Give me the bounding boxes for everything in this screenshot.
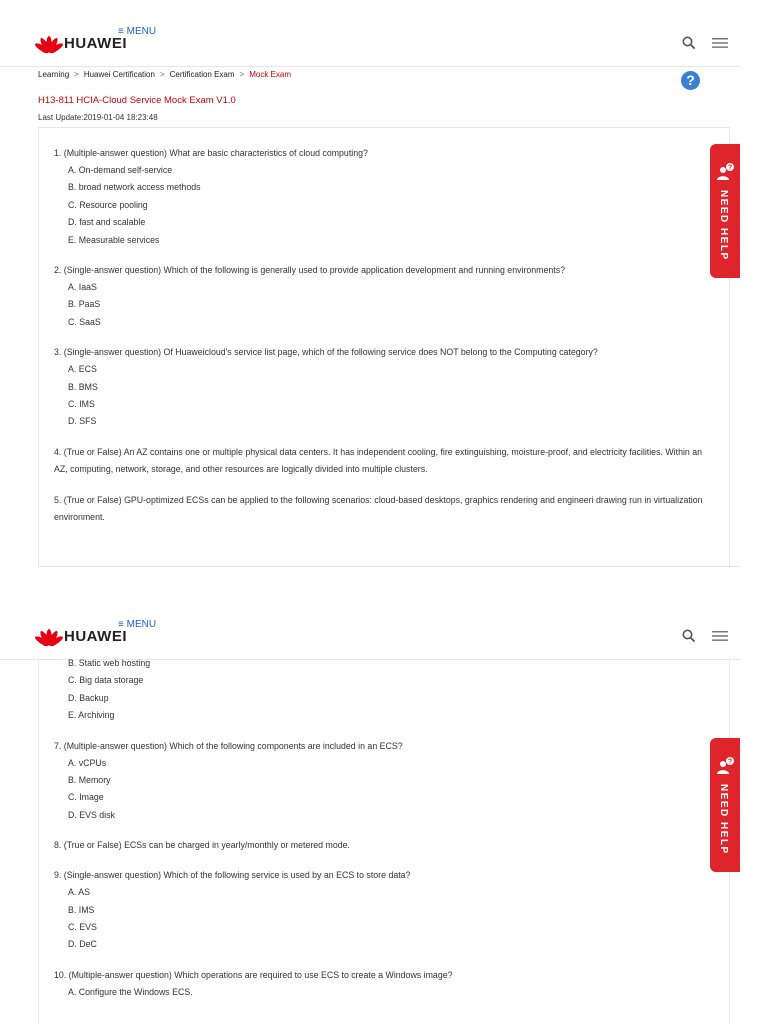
page-capture-2 bbox=[0, 597, 768, 1024]
question-stem: 7. (Multiple-answer question) Which of the following components are included in an ECS? bbox=[54, 740, 403, 751]
question-4 bbox=[54, 444, 704, 479]
huawei-logo[interactable] bbox=[38, 627, 127, 645]
hamburger-icon[interactable] bbox=[712, 37, 728, 49]
need-help-label: NEED HELP bbox=[718, 784, 729, 855]
menu-button[interactable] bbox=[118, 26, 156, 37]
chevron-right-icon: > bbox=[159, 70, 165, 79]
search-icon[interactable] bbox=[682, 36, 696, 50]
question-list bbox=[54, 655, 704, 1014]
question-9 bbox=[54, 867, 704, 954]
question-stem: 1. (Multiple-answer question) What are basic characteristics of cloud computing? bbox=[54, 148, 368, 158]
exam-title: H13-811 HCIA-Cloud Service Mock Exam V1.0 bbox=[38, 95, 236, 106]
brand-name: HUAWEI bbox=[64, 627, 127, 645]
answer-option[interactable]: A. vCPUs bbox=[68, 757, 107, 768]
question-stem: 5. (True or False) GPU-optimized ECSs can be applied to the following scenarios: cloud-based desktops, graphics rendering and engineeri drawing run in virtualization environment. bbox=[54, 494, 703, 523]
answer-option[interactable]: C. IMS bbox=[68, 399, 95, 410]
answer-option[interactable]: D. SFS bbox=[68, 416, 97, 427]
huawei-logo[interactable] bbox=[38, 34, 127, 52]
question-8 bbox=[54, 837, 704, 854]
answer-option[interactable]: B. IMS bbox=[68, 904, 95, 915]
menu-button[interactable] bbox=[118, 619, 156, 630]
breadcrumb-certification-exam[interactable]: Certification Exam bbox=[169, 70, 235, 79]
breadcrumb-mock-exam: Mock Exam bbox=[249, 70, 292, 79]
site-header bbox=[0, 613, 740, 660]
menu-label: MENU bbox=[126, 26, 157, 37]
answer-option[interactable]: A. On-demand self-service bbox=[68, 165, 173, 175]
question-stem: 9. (Single-answer question) Which of the following service is used by an ECS to store data? bbox=[54, 870, 411, 881]
answer-option[interactable]: A. Configure the Windows ECS. bbox=[68, 986, 193, 997]
huawei-flower-icon bbox=[38, 627, 60, 645]
answer-option[interactable]: A. IaaS bbox=[68, 282, 97, 293]
help-question-icon[interactable]: ? bbox=[681, 71, 700, 90]
breadcrumb-huawei-certification[interactable]: Huawei Certification bbox=[83, 70, 155, 79]
answer-option[interactable]: C. Image bbox=[68, 792, 104, 803]
question-7 bbox=[54, 738, 704, 825]
question-stem: 3. (Single-answer question) Of Huaweicloud's service list page, which of the following service does NOT belong to the Computing category? bbox=[54, 347, 598, 358]
chevron-right-icon: > bbox=[74, 70, 79, 79]
question-list bbox=[54, 145, 704, 540]
menu-lines-icon: ≡ bbox=[118, 619, 124, 630]
breadcrumb bbox=[38, 70, 291, 79]
menu-label: MENU bbox=[126, 619, 157, 630]
answer-option[interactable]: E. Measurable services bbox=[68, 234, 160, 245]
site-header bbox=[0, 20, 740, 67]
svg-text:?: ? bbox=[727, 164, 733, 172]
question-stem: 4. (True or False) An AZ contains one or multiple physical data centers. It has independent cooling, fire extinguishing, moisture-proof, and electricity facilities. Within an AZ, computing, network, storage, and other resources are logically divided into multiple clusters. bbox=[54, 446, 703, 475]
answer-option[interactable]: D. fast and scalable bbox=[68, 217, 146, 228]
answer-option[interactable]: B. BMS bbox=[68, 381, 98, 392]
answer-option[interactable]: C. Big data storage bbox=[68, 675, 144, 686]
question-stem: 10. (Multiple-answer question) Which operations are required to use ECS to create a Windows image? bbox=[54, 969, 453, 980]
brand-name: HUAWEI bbox=[64, 34, 127, 52]
question-3 bbox=[54, 344, 704, 431]
menu-lines-icon: ≡ bbox=[118, 26, 124, 37]
answer-option[interactable]: D. Backup bbox=[68, 692, 109, 703]
svg-text:?: ? bbox=[727, 758, 733, 766]
support-agent-icon bbox=[716, 756, 734, 776]
question-stem: 2. (Single-answer question) Which of the following is generally used to provide application development and running environments? bbox=[54, 265, 566, 276]
answer-option[interactable]: B. Static web hosting bbox=[68, 658, 151, 668]
search-icon[interactable] bbox=[682, 629, 696, 643]
answer-option[interactable]: A. AS bbox=[68, 887, 91, 898]
answer-option[interactable]: B. PaaS bbox=[68, 299, 101, 310]
question-5 bbox=[54, 492, 704, 527]
question-10 bbox=[54, 967, 704, 1001]
answer-option[interactable]: C. Resource pooling bbox=[68, 199, 148, 210]
question-6-continued bbox=[54, 655, 704, 725]
question-1 bbox=[54, 145, 704, 249]
need-help-tab[interactable] bbox=[710, 738, 740, 872]
answer-option[interactable]: C. SaaS bbox=[68, 316, 101, 327]
divider bbox=[38, 566, 740, 567]
answer-option[interactable]: E. Archiving bbox=[68, 710, 115, 721]
need-help-tab[interactable] bbox=[710, 144, 740, 278]
answer-option[interactable]: B. broad network access methods bbox=[68, 182, 201, 193]
answer-option[interactable]: D. DeC bbox=[68, 939, 97, 950]
answer-option[interactable]: D. EVS disk bbox=[68, 809, 115, 820]
answer-option[interactable]: A. ECS bbox=[68, 364, 97, 375]
huawei-flower-icon bbox=[38, 34, 60, 52]
hamburger-icon[interactable] bbox=[712, 630, 728, 642]
question-2 bbox=[54, 262, 704, 331]
need-help-label: NEED HELP bbox=[718, 190, 729, 261]
answer-option[interactable]: C. EVS bbox=[68, 922, 97, 933]
breadcrumb-learning[interactable]: Learning bbox=[38, 70, 70, 79]
support-agent-icon bbox=[716, 162, 734, 182]
last-update: Last Update:2019-01-04 18:23:48 bbox=[38, 113, 158, 122]
chevron-right-icon: > bbox=[239, 70, 245, 79]
question-stem: 8. (True or False) ECSs can be charged in yearly/monthly or metered mode. bbox=[54, 840, 350, 851]
answer-option[interactable]: B. Memory bbox=[68, 775, 111, 786]
